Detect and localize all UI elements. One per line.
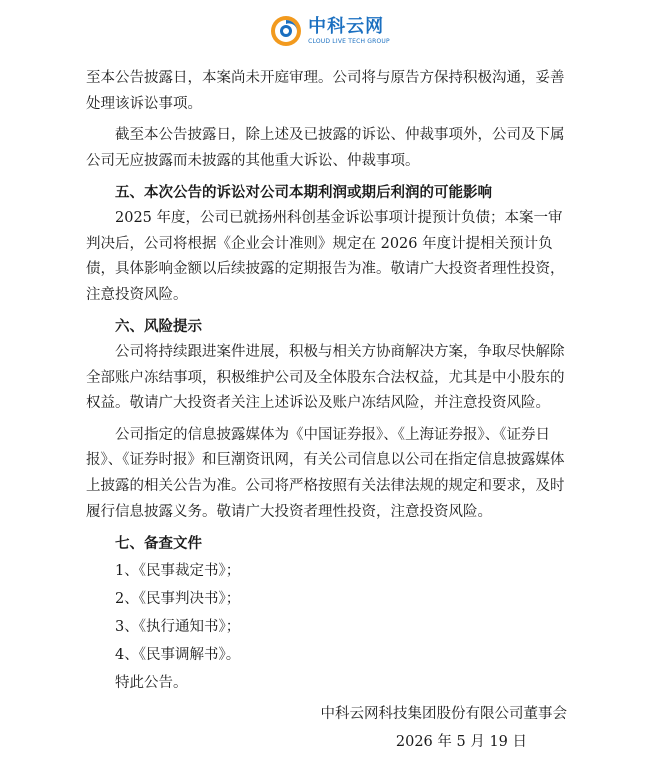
section-heading-7: 七、备查文件: [115, 535, 202, 553]
list-item: 1、《民事裁定书》；: [115, 562, 241, 579]
logo-english-name: CLOUD LIVE TECH GROUP: [308, 37, 390, 45]
list-item: 3、《执行通知书》；: [115, 618, 241, 635]
paragraph-no-other-litigation: 截至本公告披露日，除上述及已披露的诉讼、仲裁事项外，公司及下属公司无应披露而未披露的其他重大诉讼、仲裁事项。: [86, 127, 565, 169]
page-header: [0, 0, 660, 62]
paragraph-profit-impact: 2025 年度，公司已就扬州科创基金诉讼事项计提预计负债；本案一审判决后，公司将根据《企业会计准则》规定在 2026 年度计提相关预计负债，具体影响金额以后续披露的定期报告为准。敬请广大投资者理性投资，注意投资风险。: [86, 209, 565, 303]
signature-company: 中科云网科技集团股份有限公司董事会: [320, 706, 567, 722]
company-logo: [270, 15, 390, 47]
logo-chinese-name: 中科云网: [308, 15, 385, 37]
paragraph-disclosure-media: 公司指定的信息披露媒体为《中国证券报》、《上海证券报》、《证券日报》、《证券时报》和巨潮资讯网，有关公司信息以公司在指定信息披露媒体上披露的相关公告为准。公司将严格按照有关法律法规的规定和要求，及时履行信息披露义务。敬请广大投资者理性投资，注意投资风险。: [86, 426, 565, 520]
paragraph-case-status: 至本公告披露日，本案尚未开庭审理。公司将与原告方保持积极沟通，妥善处理该诉讼事项。: [86, 70, 565, 112]
announcement-body: [86, 66, 576, 697]
list-item: 4、《民事调解书》。: [115, 646, 241, 663]
list-item: 2、《民事判决书》；: [115, 590, 241, 607]
paragraph-risk-follow-up: 公司将持续跟进案件进展，积极与相关方协商解决方案，争取尽快解除全部账户冻结事项，积极维护公司及全体股东合法权益，尤其是中小股东的权益。敬请广大投资者关注上述诉讼及账户冻结风险，并注意投资风险。: [86, 343, 565, 412]
logo-swirl-icon: [270, 15, 302, 47]
section-heading-6: 六、风险提示: [115, 318, 202, 336]
section-heading-5: 五、本次公告的诉讼对公司本期利润或期后利润的可能影响: [115, 184, 492, 202]
signature-date: 2026 年 5 月 19 日: [395, 734, 527, 750]
signature-block: [321, 700, 568, 756]
closing-statement: 特此公告。: [115, 674, 188, 691]
